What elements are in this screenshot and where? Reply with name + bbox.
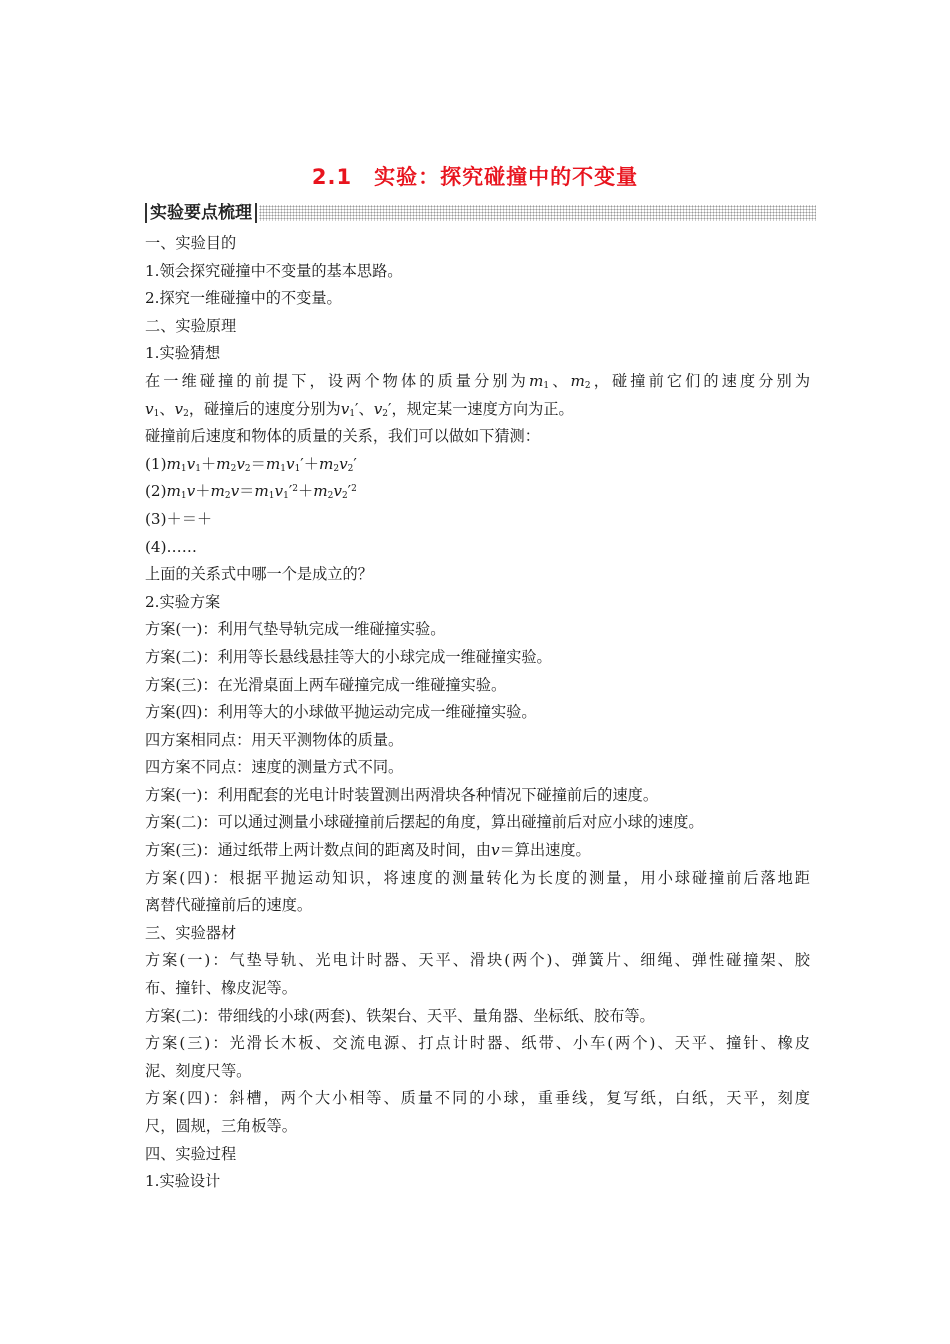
plans-difference: 四方案不同点：速度的测量方式不同。 (145, 758, 404, 777)
section-banner-label: 实验要点梳理 (145, 203, 257, 223)
plan-1: 方案(一)：利用气垫导轨完成一维碰撞实验。 (145, 620, 446, 639)
subheading-design: 1.实验设计 (145, 1172, 221, 1191)
speed-method-2: 方案(二)：可以通过测量小球碰撞前后摆起的角度，算出碰撞前后对应小球的速度。 (145, 813, 704, 832)
speed-method-1: 方案(一)：利用配套的光电计时装置测出两滑块各种情况下碰撞前后的速度。 (145, 785, 659, 804)
equipment-3-line-1: 方案(三)：光滑长木板、交流电源、打点计时器、纸带、小车(两个)、天平、撞针、橡皮 (145, 1034, 810, 1053)
equipment-1-line-1: 方案(一)：气垫导轨、光电计时器、天平、滑块(两个)、弹簧片、细绳、弹性碰撞架、胶 (145, 951, 810, 970)
hypothesis-paragraph-line-1: 在一维碰撞的前提下，设两个物体的质量分别为$m_1$、$m_2$，碰撞前它们的速度分别为 (145, 371, 811, 391)
question: 上面的关系式中哪一个是成立的？ (145, 565, 373, 584)
page-title: 2.1 实验：探究碰撞中的不变量 (311, 165, 639, 189)
banner-dot-pattern (259, 205, 816, 221)
plan-2: 方案(二)：利用等长悬线悬挂等大的小球完成一维碰撞实验。 (145, 647, 552, 666)
hypothesis-paragraph-line-2: $v_1$、$v_2$，碰撞后的速度分别为$v_1'$、$v_2'$，规定某一速度方向为正。 (145, 399, 574, 419)
equipment-4-line-1: 方案(四)：斜槽，两个大小相等、质量不同的小球，重垂线，复写纸，白纸，天平，刻度 (145, 1089, 810, 1108)
plans-common: 四方案相同点：用天平测物体的质量。 (145, 730, 404, 749)
equation-2: $(2)m_1v+m_2v=m_1v_1'^2+m_2v_2'^2$ (145, 482, 357, 502)
speed-method-4-line-2: 离替代碰撞前后的速度。 (145, 896, 313, 915)
subheading-hypothesis: 1.实验猜想 (145, 344, 221, 363)
equation-4: (4)…… (145, 537, 197, 556)
plan-3: 方案(三)：在光滑桌面上两车碰撞完成一维碰撞实验。 (145, 675, 507, 694)
speed-method-4-line-1: 方案(四)：根据平抛运动知识，将速度的测量转化为长度的测量，用小球碰撞前后落地距 (145, 868, 810, 887)
equipment-1-line-2: 布、撞针、橡皮泥等。 (145, 979, 297, 998)
section-banner (145, 202, 816, 224)
speed-method-3: 方案(三)：通过纸带上两计数点间的距离及时间，由v＝算出速度。 (145, 841, 591, 860)
equipment-3-line-2: 泥、刻度尺等。 (145, 1061, 252, 1080)
subheading-plans: 2.实验方案 (145, 592, 221, 611)
heading-procedure: 四、实验过程 (145, 1144, 237, 1163)
heading-principle: 二、实验原理 (145, 316, 237, 335)
document-body (145, 230, 810, 1196)
heading-objective: 一、实验目的 (145, 234, 237, 252)
equation-3: (3)＋＝＋ (145, 509, 213, 528)
objective-1: 1.领会探究碰撞中不变量的基本思路。 (145, 261, 403, 280)
objective-2: 2.探究一维碰撞中的不变量。 (145, 289, 342, 308)
heading-equipment: 三、实验器材 (145, 923, 237, 942)
equipment-2: 方案(二)：带细线的小球(两套)、铁架台、天平、量角器、坐标纸、胶布等。 (145, 1006, 655, 1025)
guess-intro: 碰撞前后速度和物体的质量的关系，我们可以做如下猜测： (145, 427, 540, 446)
equation-1: $(1)m_1v_1+m_2v_2=m_1v_1'+m_2v_2'$ (145, 454, 357, 474)
equipment-4-line-2: 尺，圆规，三角板等。 (145, 1117, 297, 1135)
plan-4: 方案(四)：利用等大的小球做平抛运动完成一维碰撞实验。 (145, 703, 537, 722)
